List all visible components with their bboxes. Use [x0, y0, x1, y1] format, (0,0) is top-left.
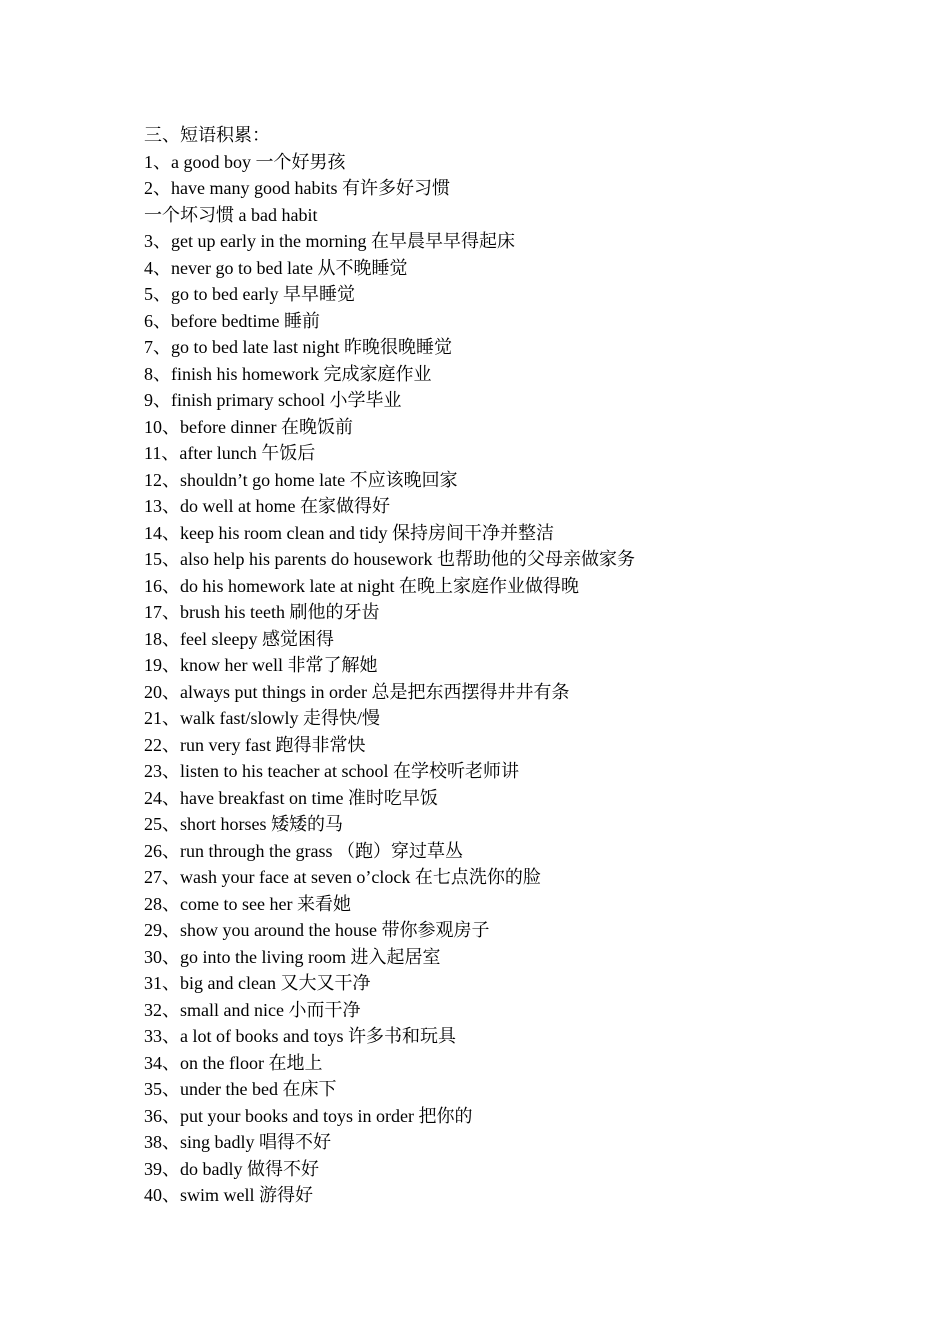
phrase-line: 16、do his homework late at night 在晚上家庭作业做得晚 [144, 575, 579, 596]
phrase-line: 10、before dinner 在晚饭前 [144, 416, 353, 437]
phrase-line: 23、listen to his teacher at school 在学校听老师讲 [144, 761, 519, 781]
phrase-line: 12、shouldn’t go home late 不应该晚回家 [144, 469, 458, 490]
phrase-line: 13、do well at home 在家做得好 [144, 496, 390, 516]
document-page [144, 122, 864, 1209]
phrase-line: 32、small and nice 小而干净 [144, 999, 361, 1020]
phrase-line: 33、a lot of books and toys 许多书和玩具 [144, 1026, 456, 1046]
phrase-line: 20、always put things in order 总是把东西摆得井井有条 [144, 681, 570, 702]
phrase-line: 38、sing badly 唱得不好 [144, 1132, 331, 1152]
phrase-line: 11、after lunch 午饭后 [144, 443, 316, 463]
phrase-line: 1、a good boy 一个好男孩 [144, 151, 346, 172]
phrase-line: 22、run very fast 跑得非常快 [144, 734, 366, 755]
phrase-line: 9、finish primary school 小学毕业 [144, 390, 402, 410]
section-heading: 三、短语积累： [144, 125, 270, 145]
phrase-line: 26、run through the grass （跑）穿过草丛 [144, 840, 463, 861]
phrase-line: 36、put your books and toys in order 把你的 [144, 1105, 473, 1126]
phrase-line: 27、wash your face at seven o’clock 在七点洗你的脸 [144, 867, 541, 887]
phrase-line: 7、go to bed late last night 昨晚很晚睡觉 [144, 337, 452, 357]
phrase-line: 6、before bedtime 睡前 [144, 310, 320, 331]
phrase-line: 一个坏习惯 a bad habit [144, 204, 318, 225]
phrase-line: 19、know her well 非常了解她 [144, 655, 378, 675]
phrase-line: 30、go into the living room 进入起居室 [144, 946, 441, 967]
phrase-line: 29、show you around the house 带你参观房子 [144, 920, 490, 940]
phrase-line: 17、brush his teeth 刷他的牙齿 [144, 602, 380, 622]
phrase-line: 5、go to bed early 早早睡觉 [144, 284, 355, 304]
phrase-line: 2、have many good habits 有许多好习惯 [144, 178, 450, 198]
phrase-line: 14、keep his room clean and tidy 保持房间干净并整洁 [144, 522, 554, 543]
phrase-line: 18、feel sleepy 感觉困得 [144, 628, 334, 649]
phrase-line: 24、have breakfast on time 准时吃早饭 [144, 787, 438, 808]
phrase-line: 25、short horses 矮矮的马 [144, 814, 343, 834]
phrase-line: 8、finish his homework 完成家庭作业 [144, 363, 432, 384]
phrase-line: 39、do badly 做得不好 [144, 1158, 319, 1179]
phrase-list [144, 149, 864, 1209]
phrase-line: 31、big and clean 又大又干净 [144, 973, 371, 993]
phrase-line: 3、get up early in the morning 在早晨早早得起床 [144, 231, 515, 251]
phrase-line: 28、come to see her 来看她 [144, 893, 351, 914]
phrase-line: 21、walk fast/slowly 走得快/慢 [144, 708, 380, 728]
phrase-line: 40、swim well 游得好 [144, 1185, 313, 1205]
phrase-line: 15、also help his parents do housework 也帮助他的父母亲做家务 [144, 549, 635, 569]
phrase-line: 35、under the bed 在床下 [144, 1079, 337, 1099]
phrase-line: 34、on the floor 在地上 [144, 1052, 323, 1073]
phrase-line: 4、never go to bed late 从不晚睡觉 [144, 257, 408, 278]
